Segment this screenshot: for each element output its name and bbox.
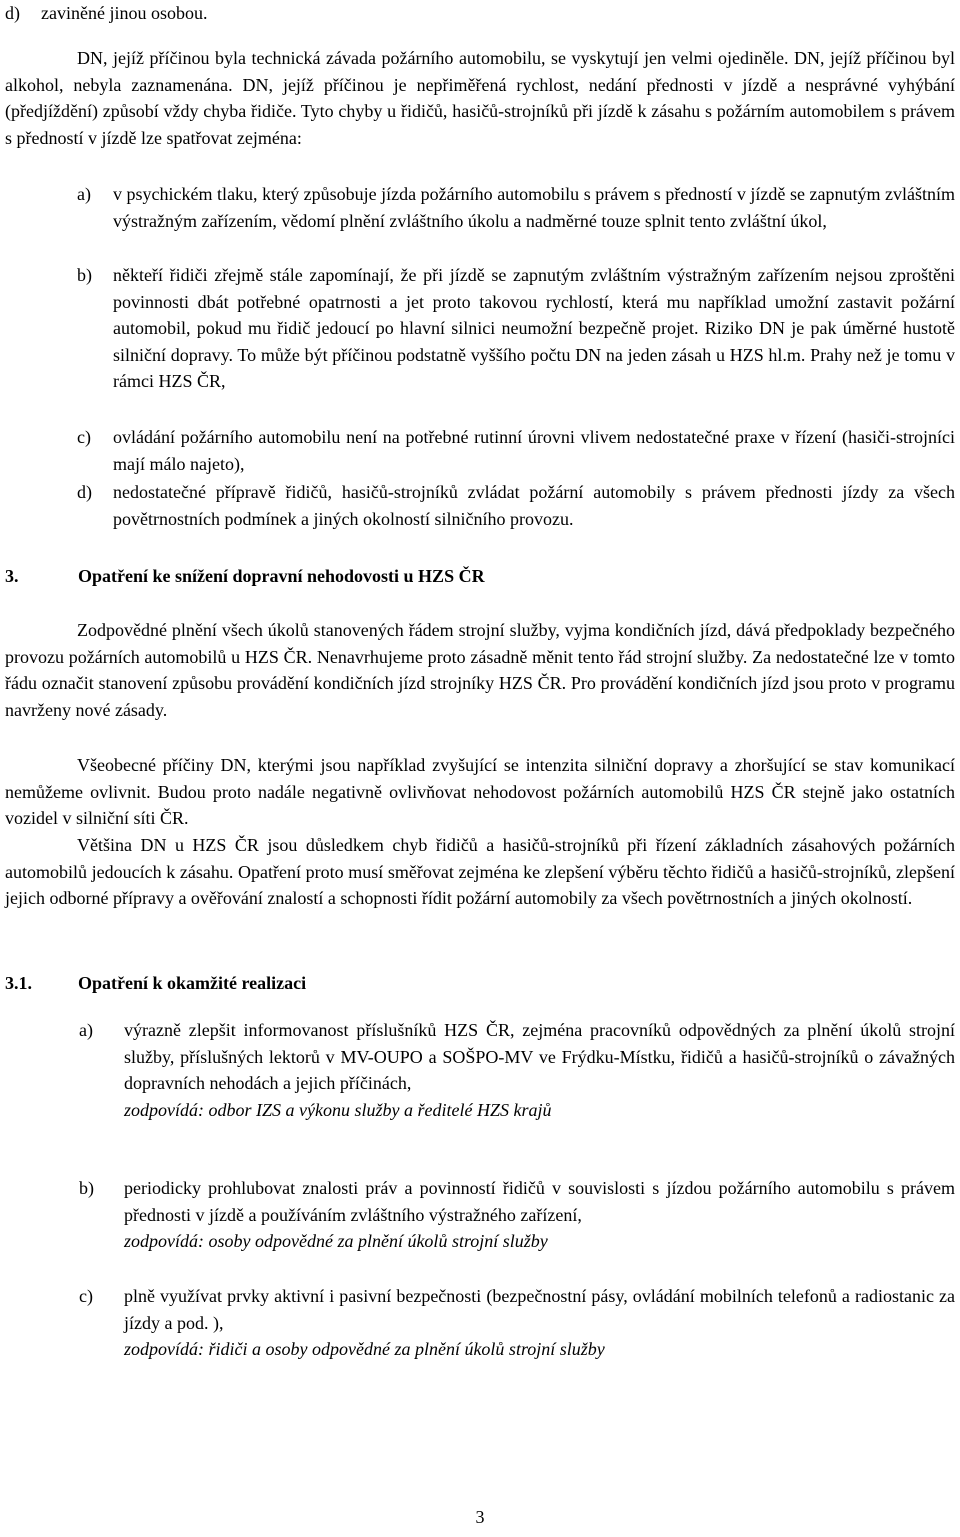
responsible-note: zodpovídá: odbor IZS a výkonu služby a ředitelé HZS krajů (124, 1099, 552, 1120)
item-text: v psychickém tlaku, který způsobuje jízda požárního automobilu s právem s předností v jízdě se zapnutým zvláštním výstražným zařízením, vědomí plnění zvláštního úkolu a nadměrné touze splnit tento zvláštní úkol, (113, 184, 955, 231)
body-paragraph: Všeobecné příčiny DN, kterými jsou například zvyšující se intenzita silniční dopravy a zhoršující se stav komunikací nemůžeme ovlivnit. Budou proto nadále negativně ovlivňovat nehodovost požárních automobilů HZS ČR stejně jako ostatních vozidel v silniční síti ČR. (5, 755, 955, 828)
measure-item (79, 1175, 955, 1255)
section-title: Opatření k okamžité realizaci (78, 973, 307, 993)
item-label: b) (77, 265, 92, 285)
responsible-note: zodpovídá: řidiči a osoby odpovědné za plnění úkolů strojní služby (124, 1339, 605, 1359)
list-item (77, 262, 955, 395)
item-label: c) (79, 1286, 93, 1306)
measure-item (79, 1017, 955, 1123)
list-item (77, 181, 955, 234)
item-body (124, 1017, 955, 1123)
item-text: plně využívat prvky aktivní i pasivní bezpečnosti (bezpečnostní pásy, ovládání mobilních telefonů a radiostanic za jízdy a pod. ), (124, 1286, 955, 1333)
item-text: zaviněné jinou osobou. (41, 3, 208, 23)
item-label: a) (77, 184, 91, 204)
item-text: výrazně zlepšit informovanost příslušníků HZS ČR, zejména pracovníků odpovědných za plnění úkolů strojní služby, příslušných lektorů v MV-OUPO a SOŠPO-MV ve Frýdku-Místku, řidičů a hasičů-strojníků o závažných dopravních nehodách a jejich příčinách, (124, 1020, 955, 1093)
item-text: ovládání požárního automobilu není na potřebné rutinní úrovni vlivem nedostatečné praxe v řízení (hasiči-strojníci mají málo najeto), (113, 427, 955, 474)
item-label: d) (5, 3, 20, 23)
measure-item (79, 1283, 955, 1363)
item-body (124, 1175, 955, 1255)
body-paragraph: Zodpovědné plnění všech úkolů stanovených řádem strojní služby, vyjma kondičních jízd, dává předpoklady bezpečného provozu požárních automobilů u HZS ČR. Nenavrhujeme proto zásadně měnit tento řád strojní služby. Za nedostatečné lze v tomto řádu označit stanovení způsobu provádění kondičních jízd strojníky HZS ČR. Pro provádění kondičních jízd jsou proto v programu navrženy nové zásady. (5, 620, 955, 720)
list-item (77, 424, 955, 477)
section-heading (5, 563, 485, 590)
body-paragraph: Většina DN u HZS ČR jsou důsledkem chyb řidičů a hasičů-strojníků při řízení základních zásahových požárních automobilů jedoucích k zásahu. Opatření proto musí směřovat zejména ke zlepšení výběru těchto řidičů a hasičů-strojníků, zlepšení jejich odborné přípravy a ověřování znalostí a schopnosti řídit požární automobily za všech povětrnostních a jiných okolností. (5, 835, 955, 908)
item-label: a) (79, 1020, 93, 1040)
section-number: 3.1. (5, 973, 32, 993)
intro-paragraph: DN, jejíž příčinou byla technická závada požárního automobilu, se vyskytují jen velmi ojediněle. DN, jejíž příčinou byl alkohol, nebyla zaznamenána. DN, jejíž příčinou je nepřiměřená rychlost, nedání přednosti v jízdě a nesprávné vyhýbání (předjíždění) způsobí vždy chyba řidiče. Tyto chyby u řidičů, hasičů-strojníků při jízdě k zásahu s požárním automobilem s právem s předností v jízdě lze spatřovat zejména: (5, 48, 955, 148)
item-text: periodicky prohlubovat znalosti práv a povinností řidičů v souvislosti s jízdou požárního automobilu s právem přednosti v jízdě a používáním zvláštního výstražného zařízení, (124, 1178, 955, 1225)
item-label: d) (77, 482, 92, 502)
item-label: c) (77, 427, 91, 447)
responsible-note: zodpovídá: osoby odpovědné za plnění úkolů strojní služby (124, 1231, 548, 1251)
item-body (124, 1283, 955, 1363)
list-item (77, 479, 955, 532)
section-heading (5, 970, 306, 997)
list-item (5, 0, 955, 27)
item-text: někteří řidiči zřejmě stále zapomínají, že při jízdě se zapnutým zvláštním výstražným zařízením nejsou zproštěni povinnosti dbát potřebné opatrnosti a jet proto takovou rychlostí, která mu například umožní zastavit požární automobil, pokud mu řidič jedoucí po hlavní silnici neumožní bezpečně projet. Riziko DN je pak úměrné hustotě silniční dopravy. To může být příčinou podstatně vyššího počtu DN na jeden zásah u HZS hl.m. Prahy než je tomu v rámci HZS ČR, (113, 265, 955, 391)
section-title: Opatření ke snížení dopravní nehodovosti u HZS ČR (78, 566, 485, 586)
page-number: 3 (475, 1507, 485, 1527)
item-label: b) (79, 1178, 94, 1198)
section-number: 3. (5, 566, 19, 586)
item-text: nedostatečné přípravě řidičů, hasičů-strojníků zvládat požární automobily s právem přednosti jízdy za všech povětrnostních podmínek a jiných okolností silničního provozu. (113, 482, 955, 529)
